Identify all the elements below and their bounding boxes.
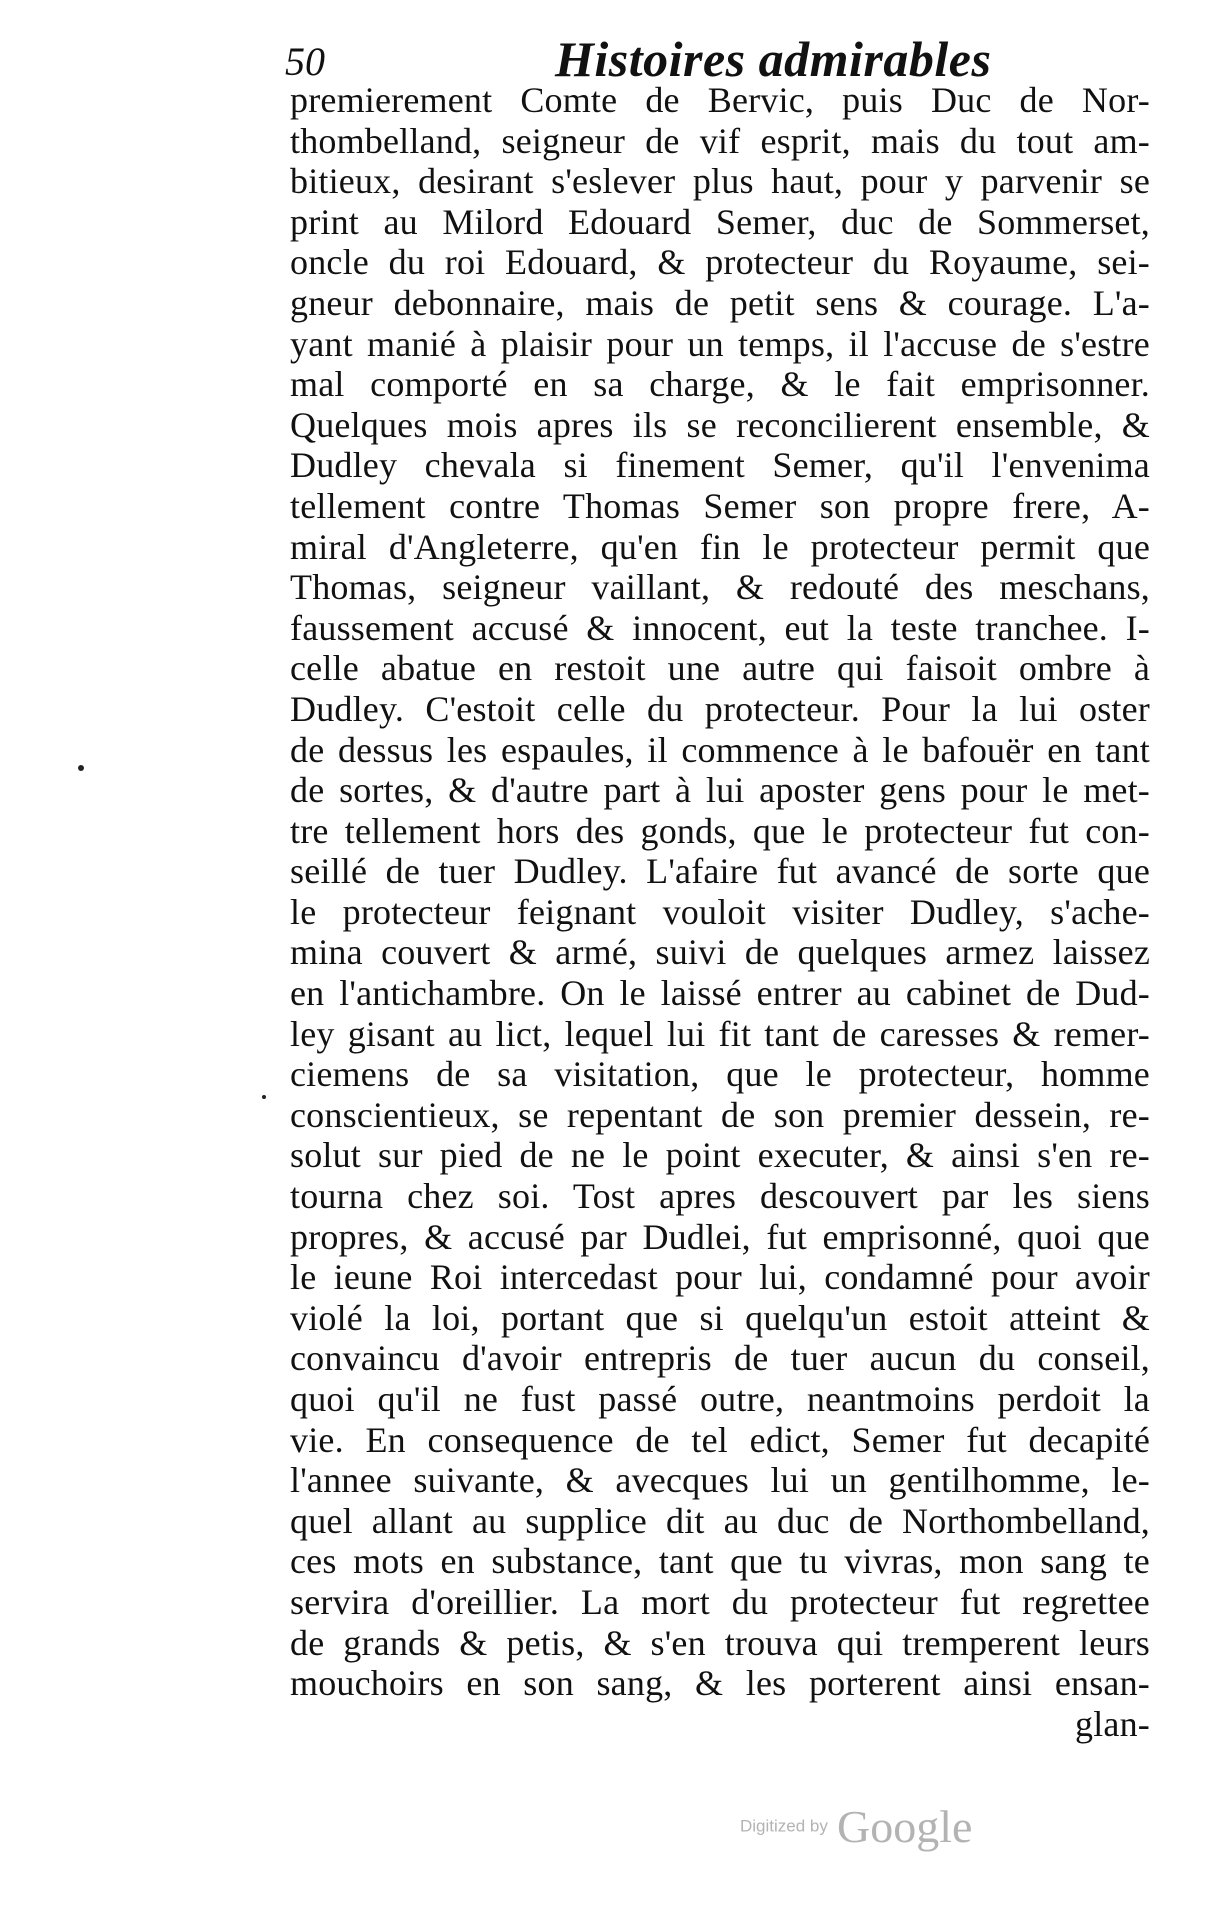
- text-line: celle abatue en restoit une autre qui faisoit ombre à: [290, 648, 1150, 689]
- text-line: faussement accusé & innocent, eut la teste tranchee. I-: [290, 607, 1150, 648]
- text-line: vie. En consequence de tel edict, Semer fut decapité: [290, 1419, 1150, 1460]
- text-line: mouchoirs en son sang, & les porterent ainsi ensan-: [290, 1663, 1150, 1704]
- page-number: 50: [285, 39, 325, 84]
- text-line: mina couvert & armé, suivi de quelques armez laissez: [290, 932, 1150, 973]
- text-line: ces mots en substance, tant que tu vivras, mon sang te: [290, 1541, 1150, 1582]
- text-line: yant manié à plaisir pour un temps, il l'accuse de s'estre: [290, 323, 1150, 364]
- text-line: ley gisant au lict, lequel lui fit tant de caresses & remer-: [290, 1013, 1150, 1054]
- body-text: [290, 80, 1150, 1744]
- text-line: le protecteur feignant vouloit visiter Dudley, s'ache-: [290, 891, 1150, 932]
- text-line: tellement contre Thomas Semer son propre frere, A-: [290, 485, 1150, 526]
- text-line: ciemens de sa visitation, que le protecteur, homme: [290, 1054, 1150, 1095]
- google-logo: Google: [836, 1801, 973, 1852]
- text-line: propres, & accusé par Dudlei, fut emprisonné, quoi que: [290, 1216, 1150, 1257]
- text-line: premierement Comte de Bervic, puis Duc de Nor-: [290, 80, 1150, 120]
- running-title: Histoires admirables: [555, 31, 992, 87]
- text-line: tre tellement hors des gonds, que le protecteur fut con-: [290, 810, 1150, 851]
- text-line: oncle du roi Edouard, & protecteur du Royaume, sei-: [290, 242, 1150, 283]
- text-line: en l'antichambre. On le laissé entrer au cabinet de Dud-: [290, 973, 1150, 1014]
- text-line: servira d'oreillier. La mort du protecteur fut regrettee: [290, 1581, 1150, 1622]
- text-line: solut sur pied de ne le point executer, & ainsi s'en re-: [290, 1135, 1150, 1176]
- print-speck: [262, 1095, 266, 1099]
- text-line: quel allant au supplice dit au duc de Northombelland,: [290, 1500, 1150, 1541]
- text-line: tourna chez soi. Tost apres descouvert par les siens: [290, 1176, 1150, 1217]
- text-line: convaincu d'avoir entrepris de tuer aucun du conseil,: [290, 1338, 1150, 1379]
- text-line: l'annee suivante, & avecques lui un gentilhomme, le-: [290, 1460, 1150, 1501]
- text-line: bitieux, desirant s'eslever plus haut, pour y parvenir se: [290, 161, 1150, 202]
- text-line: conscientieux, se repentant de son premier dessein, re-: [290, 1094, 1150, 1135]
- text-line: Dudley chevala si finement Semer, qu'il l'envenima: [290, 445, 1150, 486]
- text-line: violé la loi, portant que si quelqu'un estoit atteint &: [290, 1297, 1150, 1338]
- text-line: mal comporté en sa charge, & le fait emprisonner.: [290, 364, 1150, 405]
- text-line: seillé de tuer Dudley. L'afaire fut avancé de sorte que: [290, 851, 1150, 892]
- text-line: Quelques mois apres ils se reconcilierent ensemble, &: [290, 404, 1150, 445]
- text-line: thombelland, seigneur de vif esprit, mais du tout am-: [290, 120, 1150, 161]
- text-line: Thomas, seigneur vaillant, & redouté des meschans,: [290, 567, 1150, 608]
- text-line: le ieune Roi intercedast pour lui, condamné pour avoir: [290, 1257, 1150, 1298]
- text-line: de dessus les espaules, il commence à le bafouër en tant: [290, 729, 1150, 770]
- text-line: de grands & petis, & s'en trouva qui tremperent leurs: [290, 1622, 1150, 1663]
- digitized-watermark: [740, 1800, 1000, 1860]
- print-speck: [78, 765, 84, 771]
- text-line: quoi qu'il ne fust passé outre, neantmoins perdoit la: [290, 1379, 1150, 1419]
- text-line: gneur debonnaire, mais de petit sens & courage. L'a-: [290, 282, 1150, 323]
- text-line: Dudley. C'estoit celle du protecteur. Pour la lui oster: [290, 688, 1150, 729]
- catchword: glan-: [1075, 1703, 1150, 1744]
- text-line: de sortes, & d'autre part à lui aposter gens pour le met-: [290, 770, 1150, 811]
- text-line: print au Milord Edouard Semer, duc de Sommerset,: [290, 201, 1150, 242]
- text-line: miral d'Angleterre, qu'en fin le protecteur permit que: [290, 526, 1150, 567]
- digitized-label: Digitized by: [740, 1816, 828, 1836]
